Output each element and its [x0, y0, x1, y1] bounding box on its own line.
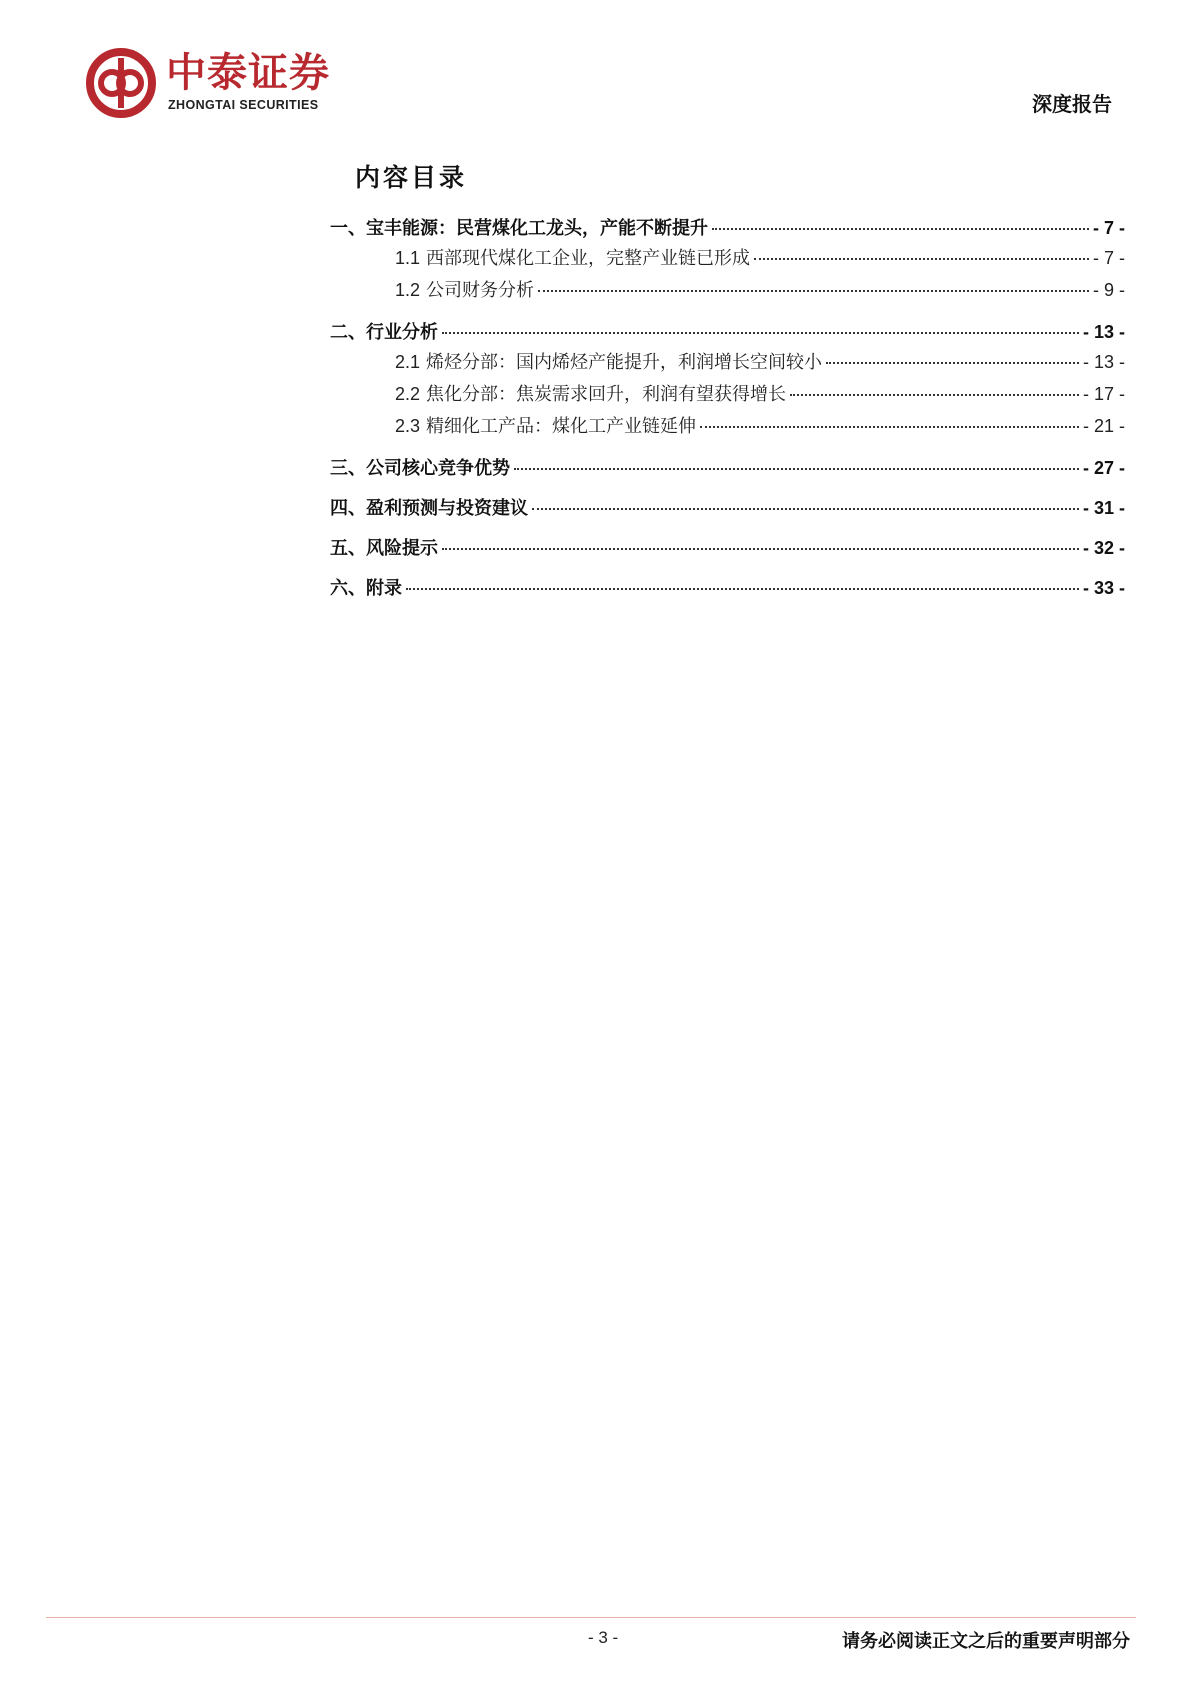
- toc-entry-label: 五、风险提示: [330, 538, 438, 559]
- toc-entry[interactable]: [330, 214, 1125, 244]
- toc-entry-number: 1.1: [395, 248, 421, 268]
- toc-entry[interactable]: [330, 534, 1125, 564]
- toc-entry-page: - 9 -: [1092, 280, 1125, 300]
- footer-divider: [46, 1617, 1136, 1618]
- toc-entry-page: - 7 -: [1092, 248, 1125, 268]
- toc-dot-leader: [826, 362, 1079, 364]
- zhongtai-logo-icon: [86, 48, 156, 118]
- toc-entry[interactable]: [330, 276, 1125, 308]
- toc-entry-page: - 13 -: [1082, 322, 1125, 342]
- toc-entry-label: 六、附录: [330, 578, 402, 599]
- toc-entry-label: 精细化工产品：煤化工产业链延伸: [426, 416, 697, 437]
- toc-entry-page: - 21 -: [1082, 416, 1125, 436]
- toc-entry-page: - 7 -: [1092, 218, 1125, 238]
- table-of-contents: [330, 214, 1125, 604]
- toc-entry-label: 四、盈利预测与投资建议: [330, 498, 528, 519]
- toc-entry[interactable]: [330, 494, 1125, 524]
- toc-dot-leader: [538, 290, 1089, 292]
- page-header: [0, 0, 1200, 130]
- toc-entry-page: - 33 -: [1082, 578, 1125, 598]
- toc-entry-page: - 27 -: [1082, 458, 1125, 478]
- report-type-label: 深度报告: [1032, 92, 1112, 116]
- toc-entry-number: 2.3: [395, 416, 421, 436]
- toc-entry[interactable]: [330, 348, 1125, 380]
- company-name-en: ZHONGTAI SECURITIES: [168, 98, 319, 112]
- toc-entry[interactable]: [330, 454, 1125, 484]
- toc-dot-leader: [754, 258, 1089, 260]
- toc-entry-page: - 31 -: [1082, 498, 1125, 518]
- toc-entry-label: 西部现代煤化工企业，完整产业链已形成: [426, 248, 751, 269]
- company-name-cn: 中泰证券: [166, 50, 330, 96]
- toc-entry[interactable]: [330, 574, 1125, 604]
- toc-entry-page: - 32 -: [1082, 538, 1125, 558]
- toc-entry-number: 2.2: [395, 384, 421, 404]
- toc-entry-label: 一、宝丰能源：民营煤化工龙头，产能不断提升: [330, 218, 708, 239]
- toc-entry-page: - 17 -: [1082, 384, 1125, 404]
- footer-disclaimer: 请务必阅读正文之后的重要声明部分: [842, 1631, 1130, 1652]
- toc-entry-label: 焦化分部：焦炭需求回升，利润有望获得增长: [426, 384, 787, 405]
- toc-entry-label: 二、行业分析: [330, 322, 438, 343]
- toc-entry[interactable]: [330, 318, 1125, 348]
- toc-dot-leader: [406, 588, 1079, 590]
- toc-entry-label: 公司财务分析: [426, 280, 535, 301]
- toc-title: 内容目录: [355, 163, 468, 192]
- toc-dot-leader: [514, 468, 1079, 470]
- toc-entry-label: 烯烃分部：国内烯烃产能提升，利润增长空间较小: [426, 352, 823, 373]
- toc-entry-page: - 13 -: [1082, 352, 1125, 372]
- toc-entry-label: 三、公司核心竞争优势: [330, 458, 510, 479]
- toc-entry-number: 1.2: [395, 280, 421, 300]
- toc-entry[interactable]: [330, 244, 1125, 276]
- toc-entry[interactable]: [330, 412, 1125, 444]
- footer-page-number: - 3 -: [588, 1628, 619, 1647]
- toc-dot-leader: [442, 548, 1079, 550]
- toc-dot-leader: [442, 332, 1079, 334]
- toc-dot-leader: [700, 426, 1079, 428]
- toc-dot-leader: [790, 394, 1079, 396]
- toc-entry[interactable]: [330, 380, 1125, 412]
- toc-entry-number: 2.1: [395, 352, 421, 372]
- toc-dot-leader: [712, 228, 1089, 230]
- toc-dot-leader: [532, 508, 1079, 510]
